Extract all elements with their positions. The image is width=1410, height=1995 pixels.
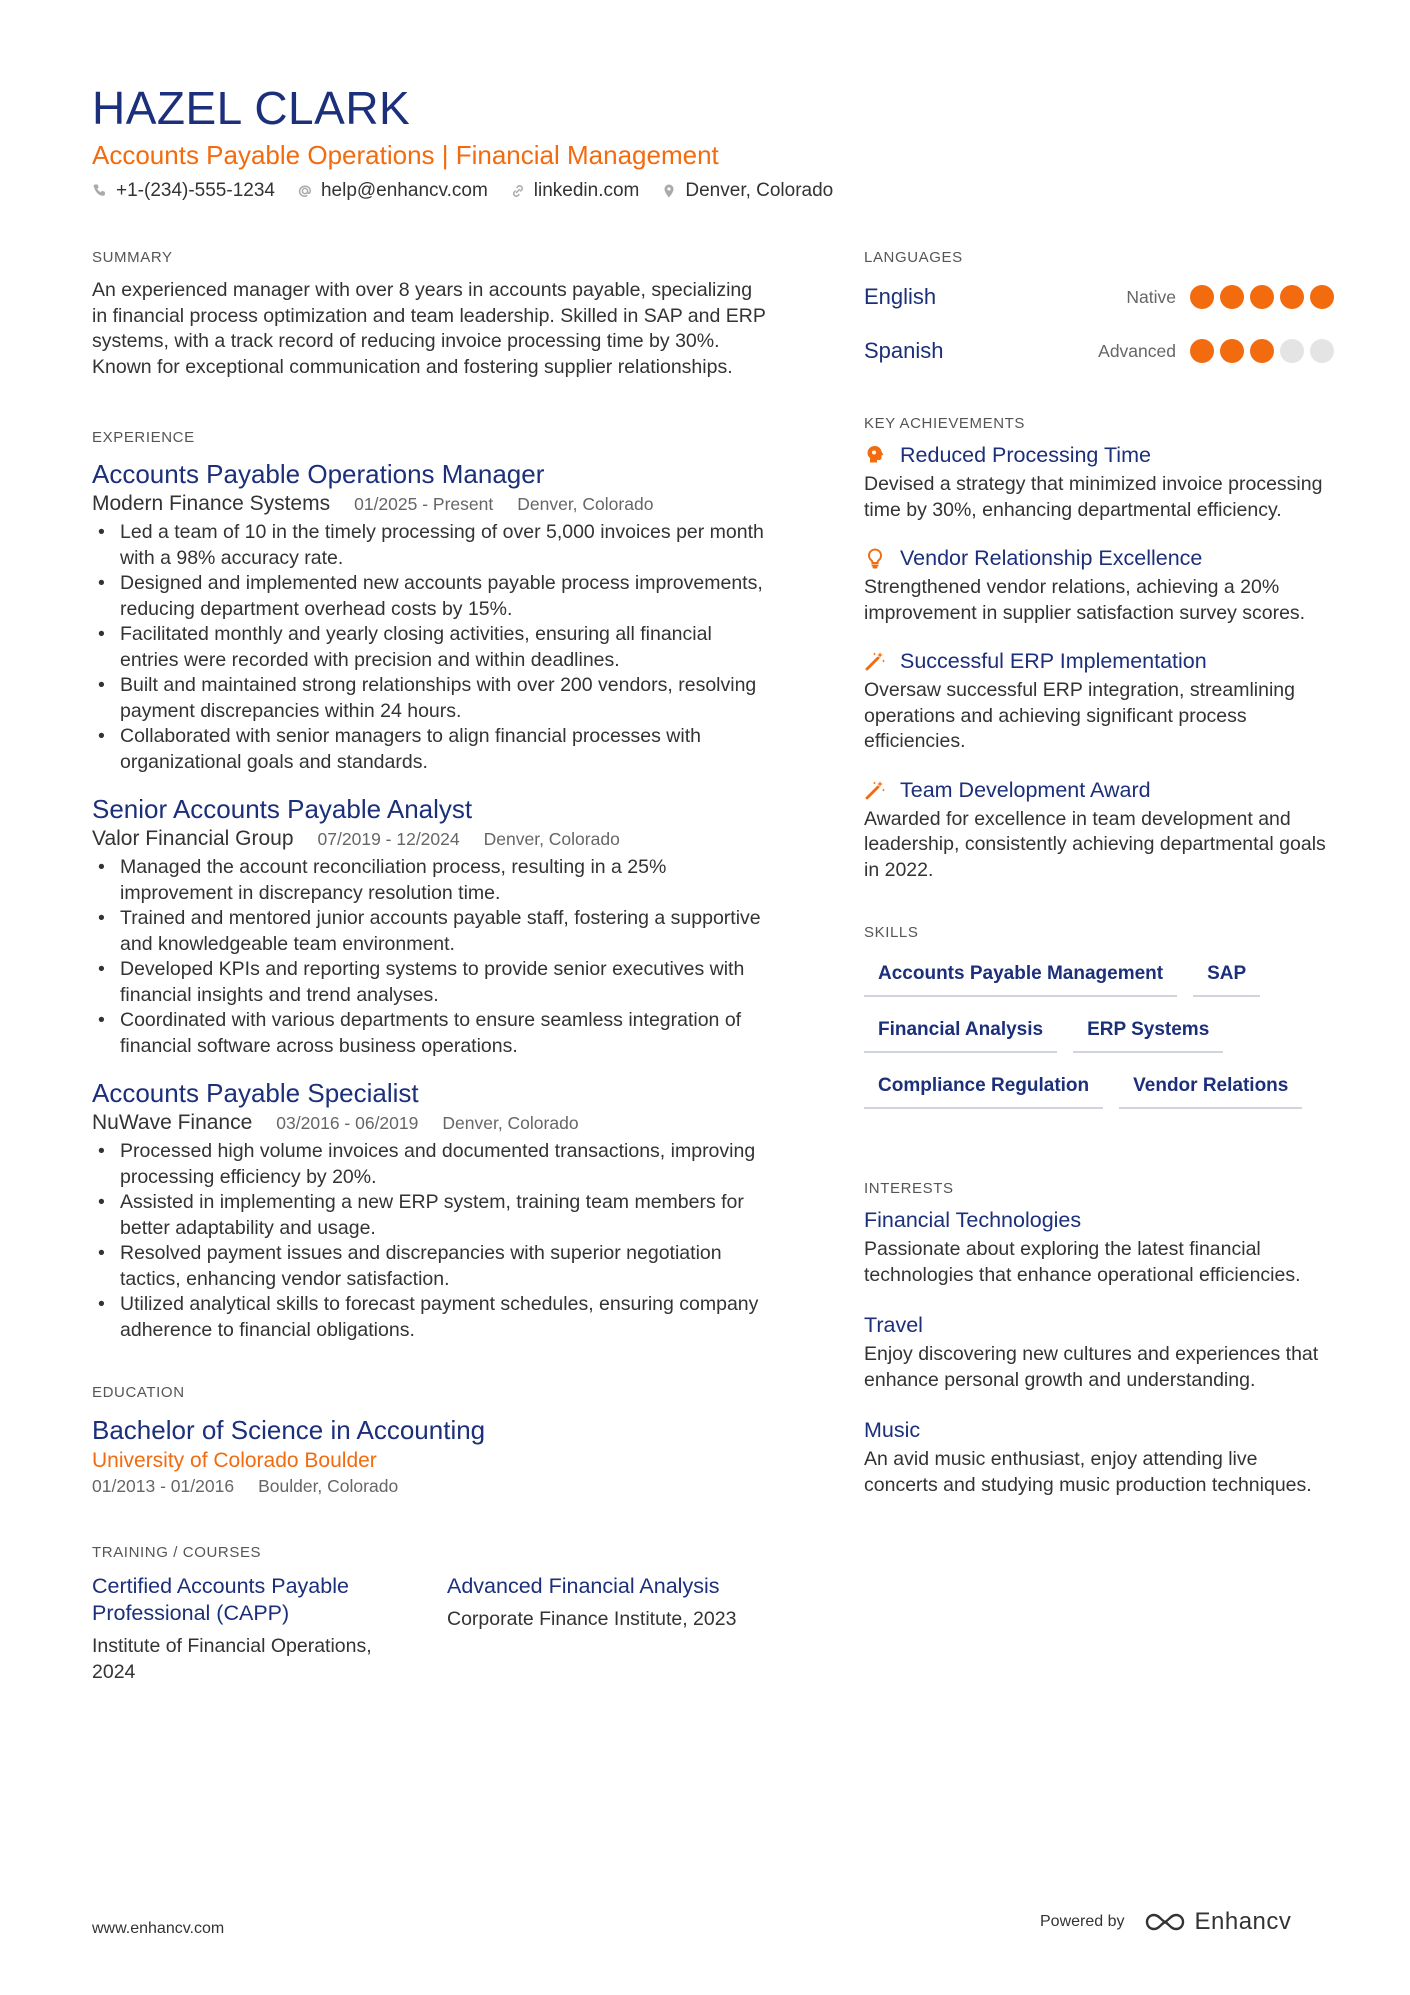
rating-dot xyxy=(1280,339,1304,363)
job-bullets xyxy=(92,855,772,1059)
job-bullet: • Facilitated monthly and yearly closing activities, ensuring all financial entries were recorded with precision and within deadlines. xyxy=(92,622,772,673)
achievement-text: Awarded for excellence in team development and leadership, consistently achieving departmental goals in 2022. xyxy=(864,807,1326,881)
achievement-header xyxy=(864,646,1334,676)
interest-text: Enjoy discovering new cultures and experiences that enhance personal growth and understanding. xyxy=(864,1343,1319,1391)
job-dates: 03/2016 - 06/2019 xyxy=(276,1113,419,1133)
lightbulb-icon xyxy=(864,547,886,569)
contact-linkedin[interactable] xyxy=(510,176,640,206)
languages-section xyxy=(864,248,1334,378)
skill-tag: Accounts Payable Management xyxy=(864,955,1177,997)
job-company: Modern Finance Systems xyxy=(92,492,331,515)
education-dates: 01/2013 - 01/2016 xyxy=(92,1476,235,1496)
language-item xyxy=(864,324,1334,378)
interests-section xyxy=(864,1179,1334,1498)
resume-header xyxy=(92,80,1322,206)
language-name: Spanish xyxy=(864,338,944,363)
achievement-item xyxy=(864,543,1334,626)
languages-heading: LANGUAGES xyxy=(864,249,963,266)
rating-dot xyxy=(1220,339,1244,363)
interest-title: Travel xyxy=(864,1313,923,1337)
training-section xyxy=(92,1543,772,1685)
language-item xyxy=(864,270,1334,324)
rating-dot xyxy=(1310,339,1334,363)
language-name: English xyxy=(864,284,937,309)
education-heading: EDUCATION xyxy=(92,1384,185,1401)
enhancv-logo-icon xyxy=(1143,1910,1187,1934)
job-bullet: • Utilized analytical skills to forecast payment schedules, ensuring company adherence to financial obligations. xyxy=(92,1292,772,1343)
course-institute: Institute of Financial Operations, 2024 xyxy=(92,1635,372,1683)
language-level: Advanced xyxy=(1098,340,1176,361)
contact-location xyxy=(661,176,833,206)
achievements-section xyxy=(864,414,1334,883)
job-location: Denver, Colorado xyxy=(517,494,654,514)
skill-tag: Financial Analysis xyxy=(864,1011,1057,1053)
interest-title: Music xyxy=(864,1418,921,1442)
link-icon xyxy=(510,183,526,199)
achievement-text: Strengthened vendor relations, achieving a 20% improvement in supplier satisfaction survey scores. xyxy=(864,576,1306,624)
training-heading: TRAINING / COURSES xyxy=(92,1544,262,1561)
experience-heading: EXPERIENCE xyxy=(92,429,195,446)
job-meta xyxy=(92,490,772,518)
language-rating xyxy=(1190,339,1334,363)
education-location: Boulder, Colorado xyxy=(258,1476,399,1496)
achievement-text: Devised a strategy that minimized invoice processing time by 30%, enhancing departmental efficiency. xyxy=(864,473,1323,521)
rating-dot xyxy=(1280,285,1304,309)
job-title: Accounts Payable Operations Manager xyxy=(92,459,545,489)
job-dates: 07/2019 - 12/2024 xyxy=(317,829,460,849)
education-meta xyxy=(92,1475,772,1497)
language-level: Native xyxy=(1126,286,1176,307)
job-entry xyxy=(92,458,772,775)
brand-logo[interactable] xyxy=(1143,1908,1292,1936)
job-bullet: • Assisted in implementing a new ERP system, training team members for better adaptability and usage. xyxy=(92,1190,772,1241)
candidate-title: Accounts Payable Operations | Financial Management xyxy=(92,140,719,170)
rating-dot xyxy=(1220,285,1244,309)
summary-heading: SUMMARY xyxy=(92,249,173,266)
achievement-item xyxy=(864,440,1334,523)
job-entry xyxy=(92,793,772,1059)
education-school: University of Colorado Boulder xyxy=(92,1449,377,1472)
job-title: Senior Accounts Payable Analyst xyxy=(92,794,473,824)
job-entry xyxy=(92,1077,772,1343)
interest-item xyxy=(864,1310,1334,1393)
skill-tag: Vendor Relations xyxy=(1119,1067,1302,1109)
course-name: Advanced Financial Analysis xyxy=(447,1574,720,1598)
skills-list xyxy=(864,955,1334,1109)
achievement-header xyxy=(864,440,1334,470)
education-degree: Bachelor of Science in Accounting xyxy=(92,1415,486,1445)
achievement-text: Oversaw successful ERP integration, streamlining operations and achieving significant process efficiencies. xyxy=(864,679,1295,752)
footer-branding xyxy=(1040,1908,1291,1936)
linkedin-text: linkedin.com xyxy=(533,180,640,201)
job-bullet: • Managed the account reconciliation process, resulting in a 25% improvement in discrepancy resolution time. xyxy=(92,855,772,906)
skills-heading: SKILLS xyxy=(864,924,919,941)
interest-item xyxy=(864,1415,1334,1498)
achievement-title: Team Development Award xyxy=(900,777,1151,802)
course-item xyxy=(447,1573,772,1685)
rating-dot xyxy=(1190,285,1214,309)
magic-wand-icon xyxy=(864,650,886,672)
at-icon xyxy=(297,183,313,199)
achievements-heading: KEY ACHIEVEMENTS xyxy=(864,415,1026,432)
job-company: Valor Financial Group xyxy=(92,827,294,850)
skill-tag: SAP xyxy=(1193,955,1260,997)
rating-dot xyxy=(1250,339,1274,363)
achievement-title: Successful ERP Implementation xyxy=(900,649,1207,673)
email-text: help@enhancv.com xyxy=(320,180,488,201)
contact-phone xyxy=(92,176,275,206)
interest-item xyxy=(864,1205,1334,1288)
powered-by-label: Powered by xyxy=(1040,1913,1125,1930)
job-title: Accounts Payable Specialist xyxy=(92,1078,419,1108)
achievement-title: Vendor Relationship Excellence xyxy=(900,546,1203,570)
job-location: Denver, Colorado xyxy=(442,1113,579,1133)
job-bullets xyxy=(92,1139,772,1343)
course-name: Certified Accounts Payable Professional (CAPP) xyxy=(92,1574,349,1625)
summary-section xyxy=(92,248,772,380)
footer-website[interactable]: www.enhancv.com xyxy=(92,1920,225,1937)
job-bullet: • Built and maintained strong relationships with over 200 vendors, resolving payment discrepancies within 24 hours. xyxy=(92,673,772,724)
phone-text: +1-(234)-555-1234 xyxy=(116,180,275,201)
experience-section xyxy=(92,428,772,1343)
job-location: Denver, Colorado xyxy=(483,829,620,849)
achievement-header xyxy=(864,775,1334,805)
skills-section xyxy=(864,923,1334,1109)
rating-dot xyxy=(1190,339,1214,363)
interest-title: Financial Technologies xyxy=(864,1208,1082,1232)
achievement-item xyxy=(864,646,1334,755)
job-bullet: • Resolved payment issues and discrepancies with superior negotiation tactics, enhancing vendor satisfaction. xyxy=(92,1241,772,1292)
location-pin-icon xyxy=(661,183,677,199)
candidate-name: HAZEL CLARK xyxy=(92,82,411,134)
achievement-title: Reduced Processing Time xyxy=(900,443,1151,467)
job-bullet: • Led a team of 10 in the timely processing of over 5,000 invoices per month with a 98% accuracy rate. xyxy=(92,520,772,571)
job-bullet: • Designed and implemented new accounts payable process improvements, reducing department overhead costs by 15%. xyxy=(92,571,772,622)
education-section xyxy=(92,1383,772,1497)
skill-tag: ERP Systems xyxy=(1073,1011,1223,1053)
interest-text: An avid music enthusiast, enjoy attending live concerts and studying music production techniques. xyxy=(864,1448,1312,1496)
interest-text: Passionate about exploring the latest financial technologies that enhance operational efficiencies. xyxy=(864,1238,1301,1286)
phone-icon xyxy=(92,183,108,199)
job-dates: 01/2025 - Present xyxy=(354,494,494,514)
achievement-header xyxy=(864,543,1334,573)
brain-icon xyxy=(864,444,886,466)
rating-dot xyxy=(1310,285,1334,309)
location-text: Denver, Colorado xyxy=(685,180,834,201)
job-bullet: • Collaborated with senior managers to align financial processes with organizational goals and standards. xyxy=(92,724,772,775)
summary-text: An experienced manager with over 8 years in accounts payable, specializing in financial process optimization and team leadership. Skilled in SAP and ERP systems, with a track record of reducing invoice processing time by 30%. Known for exceptional communication and fostering supplier relationships. xyxy=(92,279,766,378)
course-list xyxy=(92,1573,772,1685)
brand-name: Enhancv xyxy=(1194,1908,1292,1935)
job-bullet: • Processed high volume invoices and documented transactions, improving processing efficiency by 20%. xyxy=(92,1139,772,1190)
contact-info xyxy=(92,176,1322,206)
rating-dot xyxy=(1250,285,1274,309)
achievement-item xyxy=(864,775,1334,884)
left-column xyxy=(92,248,772,1685)
job-meta xyxy=(92,825,772,853)
job-bullet: • Coordinated with various departments to ensure seamless integration of financial software across business operations. xyxy=(92,1008,772,1059)
job-bullet: • Developed KPIs and reporting systems to provide senior executives with financial insights and trend analyses. xyxy=(92,957,772,1008)
course-institute: Corporate Finance Institute, 2023 xyxy=(447,1608,737,1630)
language-rating xyxy=(1190,285,1334,309)
contact-email[interactable] xyxy=(297,176,488,206)
job-company: NuWave Finance xyxy=(92,1111,253,1134)
job-meta xyxy=(92,1109,772,1137)
course-item xyxy=(92,1573,417,1685)
job-bullet: • Trained and mentored junior accounts payable staff, fostering a supportive and knowledgeable team environment. xyxy=(92,906,772,957)
interests-heading: INTERESTS xyxy=(864,1180,954,1197)
right-column xyxy=(864,248,1334,1520)
magic-wand-icon xyxy=(864,779,886,801)
job-bullets xyxy=(92,520,772,775)
skill-tag: Compliance Regulation xyxy=(864,1067,1103,1109)
